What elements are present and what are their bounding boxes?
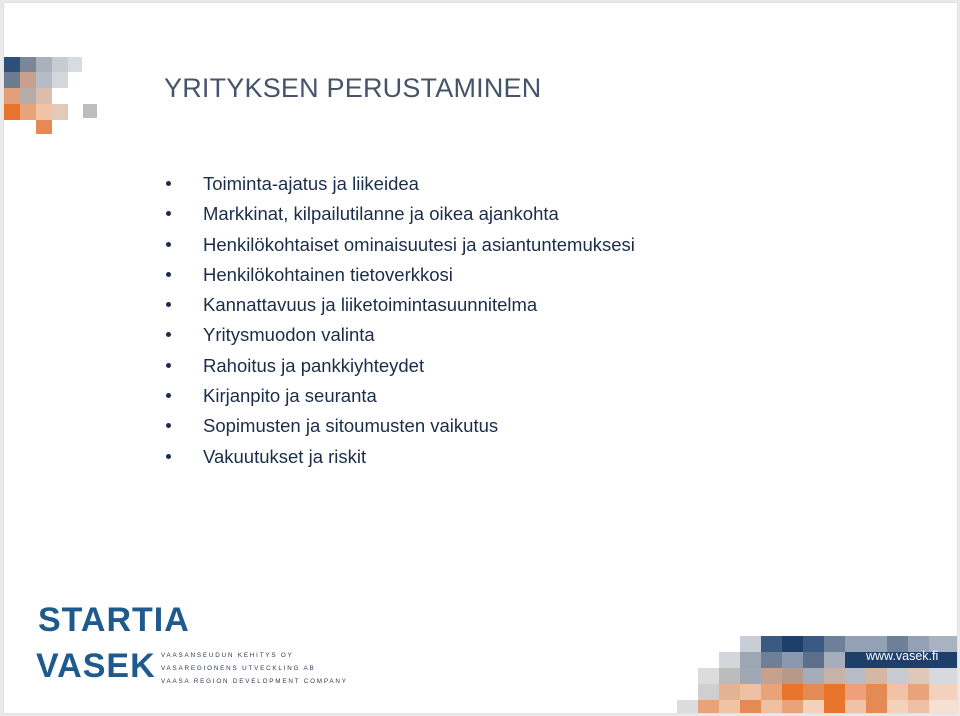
website-url[interactable]: www.vasek.fi bbox=[866, 649, 939, 663]
list-item: Sopimusten ja sitoumusten vaikutus bbox=[164, 411, 635, 441]
list-item: Kirjanpito ja seuranta bbox=[164, 381, 635, 411]
bullet-icon bbox=[166, 332, 171, 337]
bullet-icon bbox=[166, 454, 171, 459]
list-item: Yritysmuodon valinta bbox=[164, 320, 635, 350]
vasek-logo: VASEK bbox=[36, 647, 156, 685]
tagline-line: VASAREGIONENS UTVECKLING AB bbox=[161, 665, 316, 672]
slide bbox=[4, 3, 957, 713]
list-item: Vakuutukset ja riskit bbox=[164, 442, 635, 472]
bullet-icon bbox=[166, 363, 171, 368]
tagline-line: VAASA REGION DEVELOPMENT COMPANY bbox=[161, 678, 348, 685]
bullet-icon bbox=[166, 272, 171, 277]
bullet-icon bbox=[166, 302, 171, 307]
tagline-line: VAASANSEUDUN KEHITYS OY bbox=[161, 652, 294, 659]
startia-logo: STARTIA bbox=[38, 601, 190, 639]
list-item: Kannattavuus ja liiketoimintasuunnitelma bbox=[164, 290, 635, 320]
bullet-icon bbox=[166, 423, 171, 428]
vasek-tagline bbox=[161, 649, 348, 688]
slide-title: YRITYKSEN PERUSTAMINEN bbox=[164, 73, 542, 103]
list-item: Henkilökohtaiset ominaisuutesi ja asiantuntemuksesi bbox=[164, 230, 635, 260]
bullet-list bbox=[164, 169, 635, 472]
list-item: Rahoitus ja pankkiyhteydet bbox=[164, 351, 635, 381]
list-item: Markkinat, kilpailutilanne ja oikea ajankohta bbox=[164, 199, 635, 229]
bullet-icon bbox=[166, 393, 171, 398]
bullet-icon bbox=[166, 242, 171, 247]
list-item: Toiminta-ajatus ja liikeidea bbox=[164, 169, 635, 199]
bullet-icon bbox=[166, 211, 171, 216]
list-item: Henkilökohtainen tietoverkkosi bbox=[164, 260, 635, 290]
bullet-icon bbox=[166, 181, 171, 186]
